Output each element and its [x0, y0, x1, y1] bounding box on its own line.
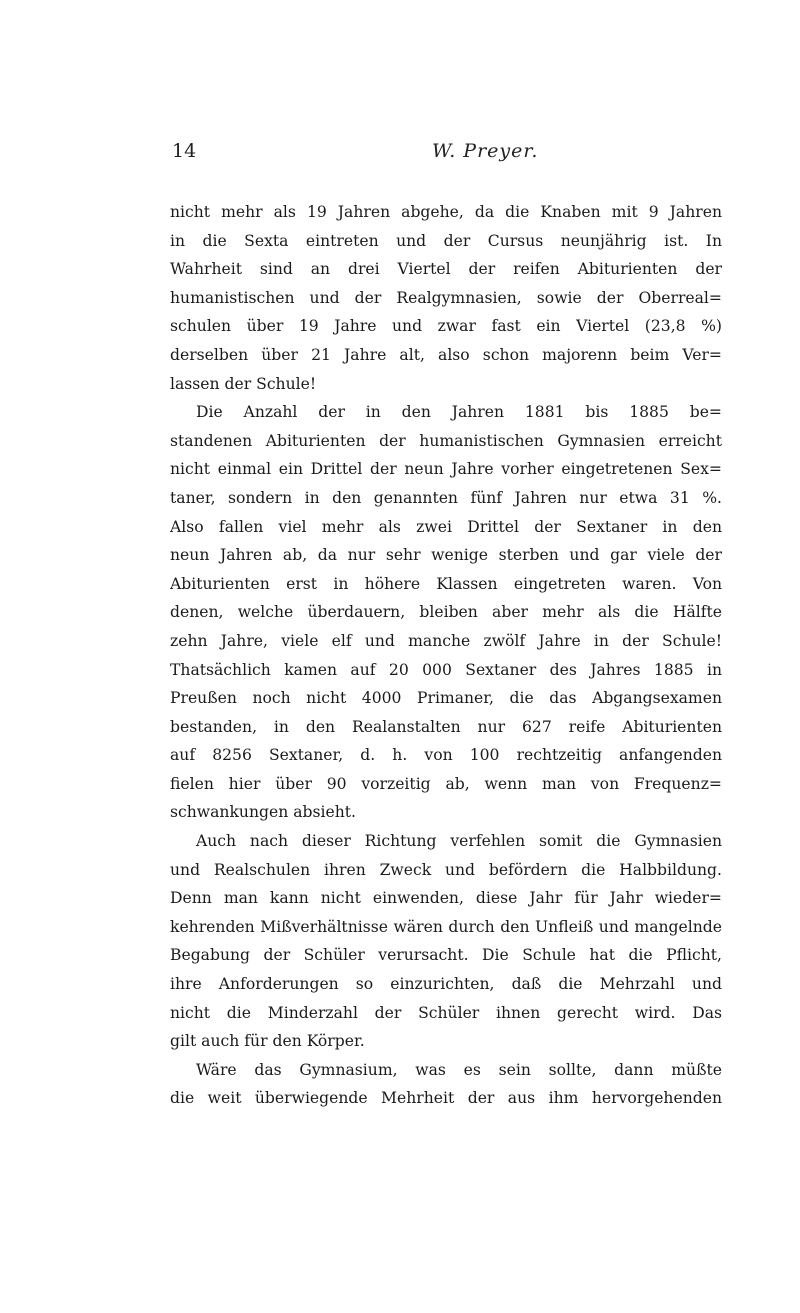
- text-line: Wäre das Gymnasium, was es sein sollte, dann müßte: [196, 1060, 722, 1079]
- running-head: W. Preyer.: [432, 140, 539, 162]
- text-line: und Realschulen ihren Zweck und befördern die Halbbildung.: [170, 860, 722, 879]
- text-line: die weit überwiegende Mehrheit der aus ihm hervorgehenden: [170, 1089, 722, 1108]
- page-number: 14: [172, 140, 197, 162]
- text-line: derselben über 21 Jahre alt, also schon majorenn beim Ver=: [170, 345, 722, 364]
- text-line: kehrenden Mißverhältnisse wären durch den Unfleiß und mangelnde: [170, 917, 722, 936]
- body-text: [170, 198, 722, 1113]
- text-line: bestanden, in den Realanstalten nur 627 reife Abiturienten: [170, 717, 722, 736]
- text-line: neun Jahren ab, da nur sehr wenige sterben und gar viele der: [170, 546, 722, 565]
- text-line: denen, welche überdauern, bleiben aber mehr als die Hälfte: [170, 603, 722, 622]
- text-line: Abiturienten erst in höhere Klassen eingetreten waren. Von: [170, 574, 722, 593]
- text-line: Begabung der Schüler verursacht. Die Schule hat die Pflicht,: [170, 946, 722, 965]
- text-line: humanistischen und der Realgymnasien, sowie der Oberreal=: [170, 288, 722, 307]
- page-header: [172, 140, 730, 170]
- text-line: schulen über 19 Jahre und zwar fast ein Viertel (23,8 %): [170, 317, 722, 336]
- text-line: ihre Anforderungen so einzurichten, daß die Mehrzahl und: [170, 975, 722, 994]
- text-line: Die Anzahl der in den Jahren 1881 bis 1885 be=: [196, 403, 722, 422]
- text-line: nicht einmal ein Drittel der neun Jahre vorher eingetretenen Sex=: [170, 460, 722, 479]
- text-line: fielen hier über 90 vorzeitig ab, wenn man von Frequenz=: [170, 774, 722, 793]
- text-line: nicht die Minderzahl der Schüler ihnen gerecht wird. Das: [170, 1003, 722, 1022]
- text-line: Thatsächlich kamen auf 20 000 Sextaner des Jahres 1885 in: [170, 660, 722, 679]
- text-line: Auch nach dieser Richtung verfehlen somit die Gymnasien: [196, 832, 722, 851]
- text-line: Denn man kann nicht einwenden, diese Jahr für Jahr wieder=: [170, 889, 722, 908]
- text-line: taner, sondern in den genannten fünf Jahren nur etwa 31 %.: [170, 488, 722, 507]
- text-line: in die Sexta eintreten und der Cursus neunjährig ist. In: [170, 231, 722, 250]
- text-line: Wahrheit sind an drei Viertel der reifen Abiturienten der: [170, 260, 722, 279]
- text-line: auf 8256 Sextaner, d. h. von 100 rechtzeitig anfangenden: [170, 746, 722, 765]
- text-line: standenen Abiturienten der humanistischen Gymnasien erreicht: [170, 431, 722, 450]
- text-line: lassen der Schule!: [170, 374, 317, 393]
- text-line: nicht mehr als 19 Jahren abgehe, da die Knaben mit 9 Jahren: [170, 203, 722, 221]
- text-line: Preußen noch nicht 4000 Primaner, die das Abgangsexamen: [170, 689, 722, 708]
- text-line: zehn Jahre, viele elf und manche zwölf Jahre in der Schule!: [170, 631, 722, 650]
- text-line: schwankungen absieht.: [170, 803, 356, 822]
- text-line: gilt auch für den Körper.: [170, 1032, 365, 1051]
- text-line: Also fallen viel mehr als zwei Drittel der Sextaner in den: [170, 517, 722, 536]
